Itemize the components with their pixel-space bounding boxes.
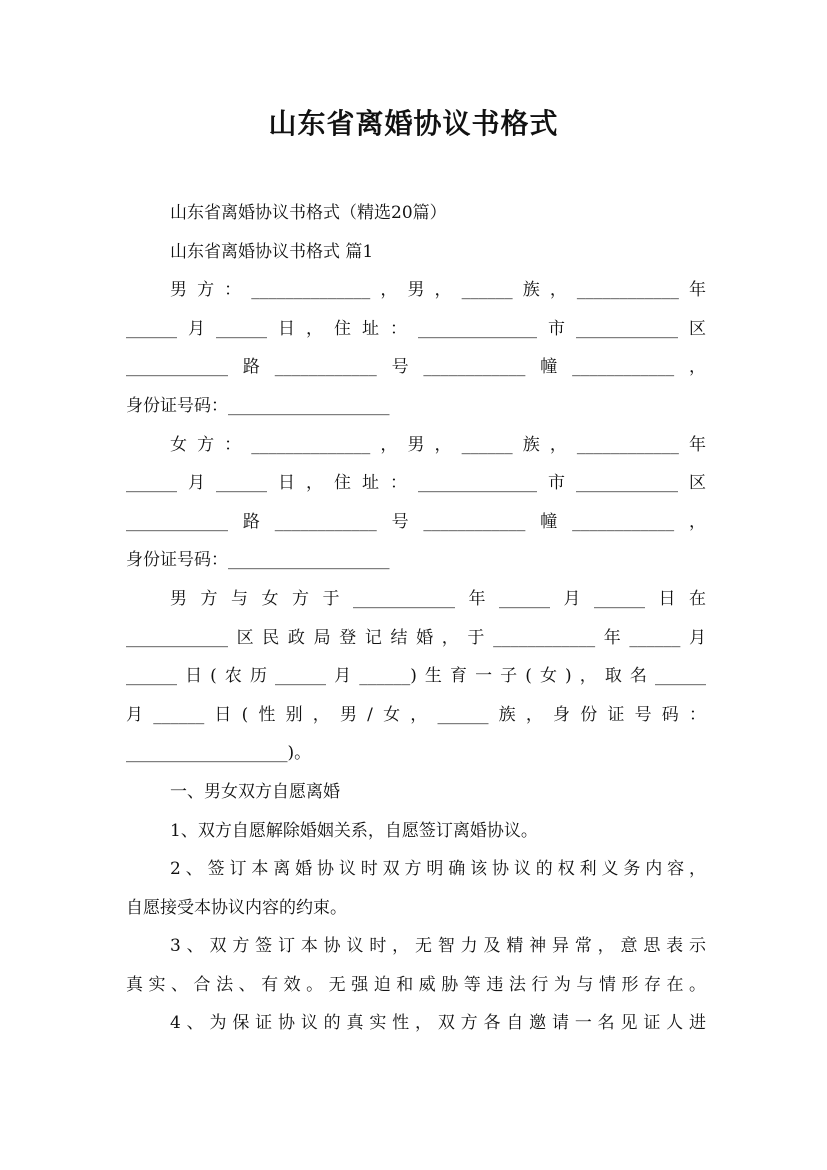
text-line: 身份证号码：___________________ (126, 550, 390, 571)
text-line: 2、签订本离婚协议时双方明确该协议的权利义务内容， (170, 859, 706, 880)
text-line: 山东省离婚协议书格式（精选20篇） (170, 203, 447, 223)
text-line: 4、为保证协议的真实性，双方各自邀请一名见证人进 (170, 1013, 706, 1034)
text-line: 男方与女方于____________年______月______日在 (170, 588, 706, 609)
text-line: 1、双方自愿解除婚姻关系，自愿签订离婚协议。 (170, 820, 538, 841)
text-line: 3、双方签订本协议时，无智力及精神异常，意思表示 (170, 936, 706, 957)
text-line: ______月______日，住址：______________市____________区 (126, 473, 706, 494)
text-line: ___________________)。 (126, 743, 312, 764)
text-line: 月______日(性别，男/女，______族，身份证号码： (126, 704, 706, 725)
text-line: 山东省离婚协议书格式 篇1 (170, 241, 374, 262)
text-line: ____________路____________号____________幢____________， (126, 357, 706, 378)
text-line: 自愿接受本协议内容的约束。 (126, 897, 347, 918)
text-line: 真实、合法、有效。无强迫和威胁等违法行为与情形存在。 (126, 974, 706, 995)
text-line: 一、男女双方自愿离婚 (170, 781, 340, 802)
document-body (126, 194, 706, 1043)
text-line: ______月______日，住址：______________市____________区 (126, 318, 706, 339)
text-line: 男方：______________，男，______族，____________年 (170, 280, 706, 301)
text-line: 女方：______________，男，______族，____________年 (170, 434, 706, 455)
text-line: ____________区民政局登记结婚，于____________年______月 (126, 627, 706, 648)
document-title: 山东省离婚协议书格式 (268, 107, 559, 140)
text-line: 身份证号码：___________________ (126, 395, 390, 416)
text-line: ____________路____________号____________幢____________， (126, 511, 706, 532)
text-line: ______日(农历______月______)生育一子(女)，取名______ (126, 666, 706, 687)
